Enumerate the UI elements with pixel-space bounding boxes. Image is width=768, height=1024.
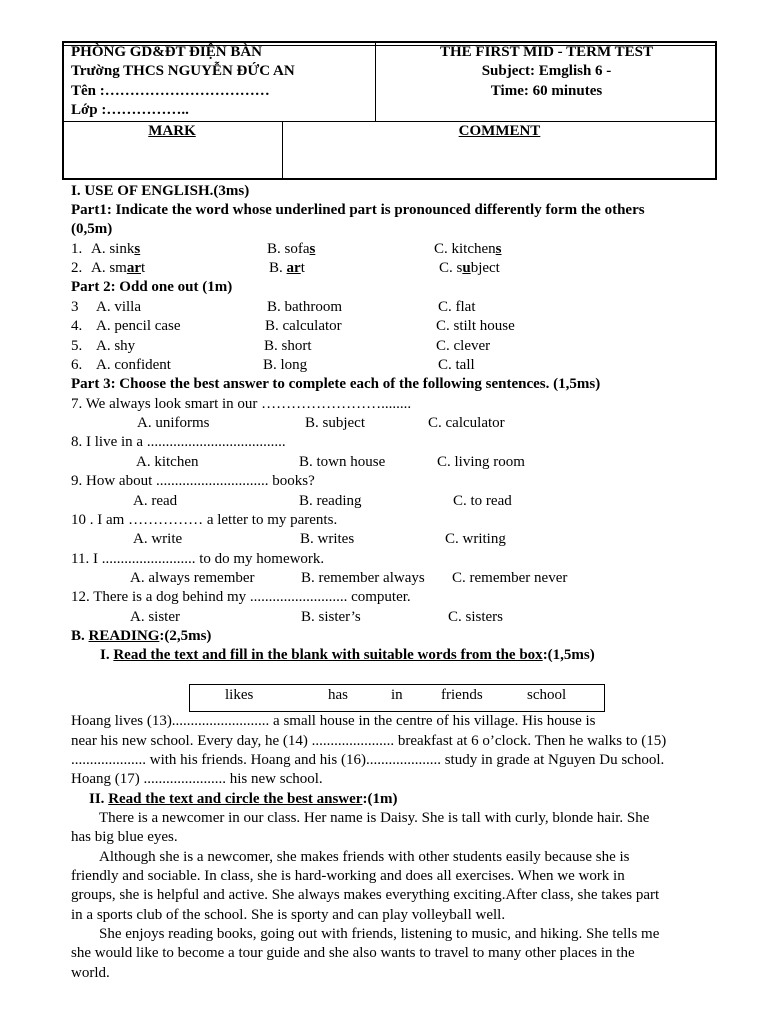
q5-option-a: A. shy	[96, 338, 136, 354]
q1-number: 1.	[71, 241, 83, 257]
q7-option-b: B. subject	[305, 415, 365, 431]
q12-option-a: A. sister	[130, 609, 180, 625]
q8-option-c: C. living room	[437, 454, 525, 470]
q10-option-b: B. writes	[300, 531, 355, 547]
q11-option-b: B. remember always	[301, 570, 425, 586]
q11-option-c: C. remember never	[452, 570, 568, 586]
school-name: Trường THCS NGUYỄN ĐỨC AN	[71, 63, 295, 79]
test-time: Time: 60 minutes	[490, 83, 603, 99]
part1-marks: (0,5m)	[71, 221, 113, 237]
passage-line: She enjoys reading books, going out with friends, listening to music, and hiking. She tells me	[99, 926, 660, 942]
word-box-item: likes	[225, 687, 254, 703]
q4-option-a: A. pencil case	[96, 318, 181, 334]
mark-label: MARK	[148, 123, 196, 139]
q6-option-b: B. long	[263, 357, 308, 373]
q9-stem: 9. How about .............................. books?	[71, 473, 315, 489]
q6-number: 6.	[71, 357, 83, 373]
q4-option-b: B. calculator	[265, 318, 342, 334]
part1-title: Part1: Indicate the word whose underlined part is pronounced differently form the others	[71, 202, 645, 218]
q6-option-c: C. tall	[438, 357, 475, 373]
q10-option-a: A. write	[133, 531, 183, 547]
q7-option-c: C. calculator	[428, 415, 505, 431]
q10-stem: 10 . I am …………… a letter to my parents.	[71, 512, 338, 528]
q12-option-b: B. sister’s	[301, 609, 361, 625]
q5-number: 5.	[71, 338, 83, 354]
gap-fill-line: Hoang (17) ...................... his new school.	[71, 771, 323, 787]
q2-option-a: A. smart	[91, 260, 146, 276]
q2-option-b: B. art	[269, 260, 305, 276]
q1-option-c: C. kitchens	[434, 241, 502, 257]
gap-fill-line: .................... with his friends. Hoang and his (16).................... study in grade at Nguyen Du school.	[71, 752, 665, 768]
part2-title: Part 2: Odd one out (1m)	[71, 279, 233, 295]
q2-option-c: C. subject	[439, 260, 500, 276]
q5-option-c: C. clever	[436, 338, 491, 354]
q8-option-a: A. kitchen	[136, 454, 199, 470]
reading-part2-title: II. Read the text and circle the best answer:(1m)	[89, 791, 398, 807]
class-line: Lớp :……………..	[71, 102, 189, 118]
dept-name: PHÒNG GD&ĐT ĐIỆN BÀN	[71, 44, 262, 60]
passage-line: world.	[71, 965, 110, 981]
q10-option-c: C. writing	[445, 531, 506, 547]
passage-line: has big blue eyes.	[71, 829, 178, 845]
q1-option-a: A. sinks	[91, 241, 141, 257]
passage-line: friendly and sociable. In class, she is hard-working and does all exercises. When we work in	[71, 868, 625, 884]
q12-option-c: C. sisters	[448, 609, 504, 625]
comment-label: COMMENT	[458, 123, 541, 139]
q11-option-a: A. always remember	[130, 570, 255, 586]
q3-number: 3	[71, 299, 79, 315]
test-subject: Subject: Emglish 6 -	[481, 63, 612, 79]
q4-option-c: C. stilt house	[436, 318, 515, 334]
section-reading-title: B. READING:(2,5ms)	[71, 628, 212, 644]
q3-option-c: C. flat	[438, 299, 476, 315]
word-box-item: has	[328, 687, 348, 703]
q1-option-b: B. sofas	[267, 241, 316, 257]
q11-stem: 11. I ......................... to do my homework.	[71, 551, 325, 567]
student-name-line: Tên :……………………………	[71, 83, 270, 99]
q8-option-b: B. town house	[299, 454, 386, 470]
passage-line: in a sports club of the school. She is sporty and can play volleyball well.	[71, 907, 506, 923]
part3-title: Part 3: Choose the best answer to complete each of the following sentences. (1,5ms)	[71, 376, 601, 392]
q8-stem: 8. I live in a .....................................	[71, 434, 286, 450]
word-box-item: in	[391, 687, 403, 703]
q5-option-b: B. short	[264, 338, 312, 354]
reading-part1-title: I. Read the text and fill in the blank with suitable words from the box:(1,5ms)	[100, 647, 595, 663]
gap-fill-line: near his new school. Every day, he (14) ...................... breakfast at 6 o’clock. Then he walks to (15)	[71, 733, 667, 749]
q6-option-a: A. confident	[96, 357, 171, 373]
q9-option-a: A. read	[133, 493, 178, 509]
word-box-item: friends	[441, 687, 483, 703]
passage-line: she would like to become a tour guide and she also wants to travel to many other places in the	[71, 945, 635, 961]
q7-stem: 7. We always look smart in our ……………………........	[71, 396, 412, 412]
q7-option-a: A. uniforms	[137, 415, 210, 431]
q9-option-c: C. to read	[453, 493, 512, 509]
q2-number: 2.	[71, 260, 83, 276]
gap-fill-line: Hoang lives (13).......................... a small house in the centre of his village. His house is	[71, 713, 596, 729]
passage-line: groups, she is helpful and active. She always makes everything exciting.After class, she takes part	[71, 887, 660, 903]
test-title: THE FIRST MID - TERM TEST	[440, 44, 653, 60]
q3-option-b: B. bathroom	[267, 299, 342, 315]
passage-line: There is a newcomer in our class. Her name is Daisy. She is tall with curly, blonde hair. She	[99, 810, 650, 826]
word-box-item: school	[527, 687, 567, 703]
section-use-of-english-title: I. USE OF ENGLISH.(3ms)	[71, 183, 250, 199]
q4-number: 4.	[71, 318, 83, 334]
passage-line: Although she is a newcomer, she makes friends with other students easily because she is	[99, 849, 630, 865]
q9-option-b: B. reading	[299, 493, 362, 509]
q12-stem: 12. There is a dog behind my .......................... computer.	[71, 589, 411, 605]
q3-option-a: A. villa	[96, 299, 141, 315]
